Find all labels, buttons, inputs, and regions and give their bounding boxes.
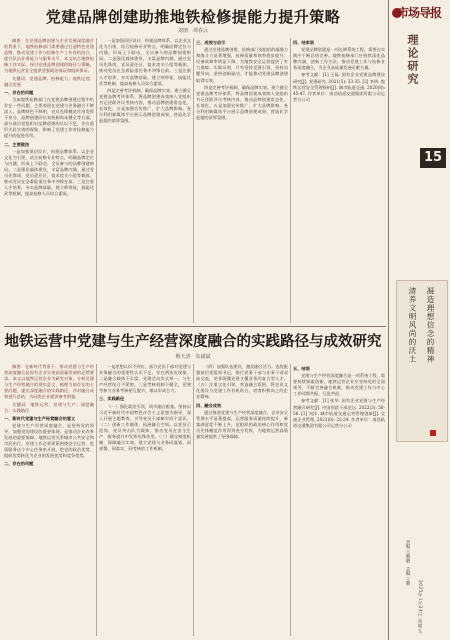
column-divider [193, 38, 194, 323]
article2-column-1 [4, 364, 94, 636]
article1-heading-2: 二、主要做法 [4, 141, 30, 147]
article1-byline: 刘朋 谭春云 [177, 28, 208, 34]
article1-paragraph: 一是加强顶层设计，构建品牌体系。以企业文化为引领，结合检修专业特点，明确品牌定位与内涵，形成上下联动、全员参与的品牌创建格局。二是强化载体建设，丰富品牌内涵。通过党员先锋岗、党员责任区、技术攻关小组等载体，推动党员在急难险重任务中冲锋在前。三是注重人才培养，夯实品牌基础。建立师带徒、技能比武等机制，提高检修人员综合素质。 [4, 148, 94, 197]
article1-column-4 [293, 38, 385, 323]
article2-heading-4: 四、融合成效 [196, 402, 222, 408]
article2-abstract: 摘要：在新时代背景下，推动党建与生产经营深度融合是国有企业实现高质量发展的必然要求。本文以地铁运营企业为研究对象，分析党建与生产经营融合的现实意义，梳理当前存在的主要问题，提出深度融合的实践路径，并对融合成效进行总结，为同类企业提供参考借鉴。 [4, 364, 94, 400]
column-divider [193, 364, 194, 636]
article2-byline: 梅天清 朱斌斌 [175, 354, 211, 360]
editor-credit: 责编 王腾腾 美编 王腾 [405, 540, 410, 586]
column-divider [290, 364, 291, 636]
article1-paragraph: 四是完善考评机制，确保品牌实效。建立健全党建品牌考评体系，将品牌创建成效纳入党组织书记述职评议考核内容，推动品牌创建常态化、长效化。五是加强宣传推广，扩大品牌影响。充分利用新媒体平台展示品牌创建成果，营造比学赶超的浓厚氛围。 [99, 87, 191, 124]
article1-paragraph: 通过党建品牌创建，检修部门党组织的凝聚力和战斗力显著增强，检修质量和效率稳步提升，设备故障率明显下降，为地铁安全运营提供了有力保障。实践证明，只有坚持党建引领，坚持问题导向，坚持创新驱动，才能推动党建品牌创建取得实效。 [196, 47, 288, 83]
calligraphy-line-2: 清养文明风尚的沃土 [408, 287, 417, 364]
column-divider [290, 38, 291, 323]
article2-paragraph: 通过推进党建与生产经营深度融合，企业安全管理水平显著提高，运营服务质量持续提升，乘客满意度不断上升，党组织的政治核心作用和党员先锋模范作用得到充分发挥，为地铁运营高质量发展提供了坚强保障。 [196, 409, 288, 440]
article1-column-3 [196, 38, 288, 323]
section-title: 理论研究 [406, 34, 419, 86]
article2-paragraph: （一）强化政治引领，筑牢融合根基。坚持以习近平新时代中国特色社会主义思想为指导，深入开展主题教育，引导党员干部树牢四个意识。（二）创新工作载体，拓展融合空间。以党员示范岗、党员突击队为载体，推动党员在安全生产、服务提升中发挥先锋作用。（三）健全制度机制，保障融合实效。建立党建与业务同谋划、同部署、同落实、同考核的工作机制。 [99, 403, 191, 452]
calligraphy-line-1: 凝造理想信念的精神 [426, 287, 435, 364]
article2-heading-2: 二、存在的问题 [4, 461, 34, 467]
article2-references: 参考文献：[1] 张华. 国有企业党建与生产经营融合研究[J]. 中国党政干部论坛, 2022(3): 56-58. [2] 刘洋. 城市轨道交通运营管理创新[J]. 交通企业管理, 2021(6): 22-24. 作者单位：南昌轨道交通集团有限公司运营分公司 [293, 398, 385, 428]
article2-paragraph: （四）加强队伍建设，激发融合活力。选优配强基层党组织书记，推行党务干部与业务干部双向交流，培养既懂党建又懂业务的复合型人才。（五）注重文化引领，营造融合氛围。将企业文化建设与党建工作有机结合，培育积极向上的企业精神。 [196, 364, 288, 400]
sidebar-border [388, 0, 389, 640]
masthead: 市场导报 [396, 6, 441, 20]
sidebar [390, 0, 450, 640]
article1-title: 党建品牌创建助推地铁检修提能力提升策略 [45, 8, 341, 26]
article1-column-2 [99, 38, 191, 323]
column-divider [96, 38, 97, 323]
seal-stamp-icon [430, 430, 436, 436]
article1-heading-4: 四、结束语 [293, 40, 314, 45]
article2-heading-5: 五、结语 [293, 366, 310, 371]
article2-column-4 [293, 364, 385, 636]
article1-paragraph: 一是加强顶层设计，构建品牌体系。以企业文化为引领，结合检修专业特点，明确品牌定位与内涵，形成上下联动、全员参与的品牌创建格局。二是强化载体建设，丰富品牌内涵。通过党员先锋岗、党员责任区、技术攻关小组等载体，推动党员在急难险重任务中冲锋在前。三是注重人才培养，夯实品牌基础。建立师带徒、技能比武等机制，提高检修人员综合素质。 [99, 38, 191, 86]
article1-column-1 [4, 38, 94, 323]
article1-paragraph: 四是完善考评机制，确保品牌实效。建立健全党建品牌考评体系，将品牌创建成效纳入党组织书记述职评议考核内容，推动品牌创建常态化、长效化。五是加强宣传推广，扩大品牌影响。充分利用新媒体平台展示品牌创建成果，营造比学赶超的浓厚氛围。 [196, 84, 288, 121]
article1-abstract: 摘要：在党建品牌创建与企业发展深度融合的背景下，地铁检修部门需要通过打造特色党建品牌，推动党建工作与检修生产工作有机结合，提升队伍业务能力与服务水平。本文结合地铁检修工作实际，探讨党建品牌创建的路径与策略，为地铁运营安全提供坚强政治保证和组织保证。 [4, 38, 94, 74]
article2-paragraph: 党建与生产经营深度融合是一项系统工程，需要持续探索创新。地铁运营企业应坚持党的全面领导，不断完善融合机制，推动党建工作与中心工作同频共振、互促共进。 [293, 373, 385, 397]
article2-heading-3: 三、实践路径 [99, 396, 125, 402]
article2-keywords: 关键词：地铁运营；党建与生产；深度融合；实践路径 [4, 401, 94, 413]
article2-column-3 [196, 364, 288, 636]
article2-heading-1: 一、新时代党建与生产经营融合的意义 [4, 415, 76, 421]
article1-heading-3: 三、成效与启示 [196, 40, 226, 45]
article2-title: 地铁运营中党建与生产经营深度融合的实践路径与成效研究 [4, 334, 382, 350]
article2-paragraph: 党建与生产经营深度融合，是坚持党的领导、加强党的建设的重要体现，是推动企业改革发展的重要保障。地铁运营关系城市公共安全和市民出行，党建工作必须紧紧围绕安全运营、优质服务这个中心任务来开展，把党的政治优势、组织优势转化为企业的发展优势和竞争优势。 [4, 422, 94, 459]
calligraphy-box [396, 280, 448, 442]
column-divider [96, 364, 97, 636]
section-divider [4, 326, 386, 327]
article2-paragraph: 一是思想认识不到位，部分党员干部对党建与业务融合的重要性认识不足，存在两张皮现象。二是融合载体不丰富，党建活动形式单一，与生产经营结合不紧密。三是考核机制不健全，党建考核与业务考核相互脱节，难以形成合力。 [99, 364, 191, 394]
article1-paragraph: 当前地铁检修部门在党建品牌创建过程中仍存在一些问题，主要表现在党建与业务融合不够深入，品牌特色不鲜明，党员先锋模范作用发挥不充分，品牌创建的长效机制尚未健全等方面。部分基层党组织对品牌创建的认识不足，存在重形式轻实效的现象，影响了党建工作对检修能力提升的促进作用。 [4, 96, 94, 139]
article1-references: 参考文献：[1] 王磊. 国有企业党建品牌建设研究[J]. 党建研究, 2021(5): 33-35. [2] 李明. 地铁运营安全管理探析[J]. 城市轨道交通, 2020(8): 45-47. 作者单位：南昌轨道交通集团有限公司运营分公司 [293, 72, 385, 102]
issue-date: 2025年1月24日 星期五 [417, 580, 422, 634]
article1-heading-1: 一、存在的问题 [4, 89, 34, 95]
page-number: 15 [420, 148, 446, 168]
article2-column-2 [99, 364, 191, 636]
article1-paragraph: 党建品牌创建是一项长期系统工程，需要在实践中不断总结完善。地铁检修部门应持续深化品牌内涵，创新工作方法，推动党建工作与检修业务深度融合，为企业高质量发展贡献力量。 [293, 47, 385, 71]
article1-keywords: 关键词：党建品牌；检修能力；地铁运营；融合发展 [4, 75, 94, 87]
